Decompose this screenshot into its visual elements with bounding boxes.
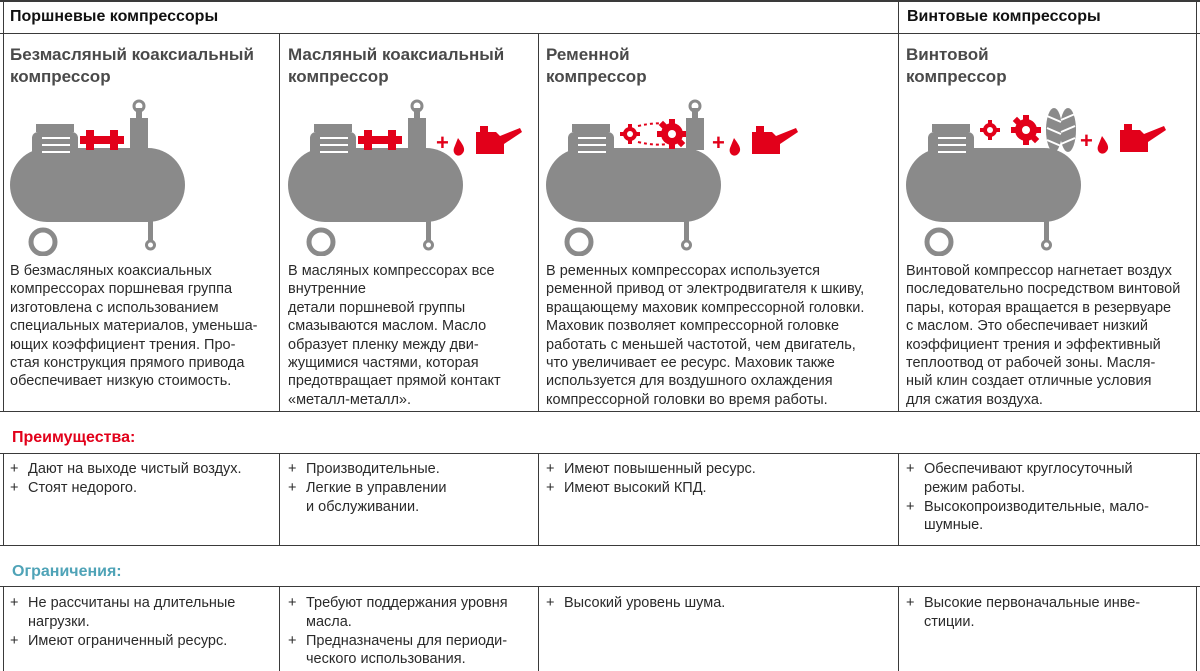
list-item (10, 479, 276, 498)
plus-bullet: + (288, 595, 297, 611)
list-item (906, 594, 1192, 632)
list-item-text: Имеют высокий КПД. (564, 479, 707, 496)
adv-table-bottom (0, 545, 1200, 546)
plus-bullet: + (288, 479, 297, 496)
plus-bullet: + (546, 595, 555, 611)
limitations-list-screw (906, 594, 1192, 632)
column-title-oil-coaxial: Масляный коаксиальный компрессор (288, 45, 505, 86)
col-divider-3-top (898, 0, 899, 412)
list-item (546, 479, 892, 498)
plus-bullet: + (906, 498, 915, 515)
list-item (288, 460, 534, 479)
list-item (546, 594, 892, 613)
limitations-list-oil-coaxial (288, 594, 534, 669)
list-item-text: Не рассчитаны на длительные нагрузки. (28, 595, 236, 630)
adv-col-divider-3 (898, 453, 899, 546)
plus-bullet: + (288, 632, 297, 649)
lim-col-divider-2 (538, 586, 539, 671)
top-border (0, 0, 1200, 2)
list-item (546, 460, 892, 479)
column-title-screw: Винтовой компрессор (906, 45, 1007, 86)
list-item-text: Имеют повышенный ресурс. (564, 461, 756, 477)
adv-col-divider-2 (538, 453, 539, 546)
advantages-heading: Преимущества: (12, 429, 136, 446)
list-item-text: Предназначены для периоди- ческого использования. (306, 632, 508, 668)
plus-bullet: + (10, 479, 19, 496)
list-item-text: Производительные. (306, 461, 440, 477)
list-item (10, 460, 276, 479)
description-belt: В ременных компрессорах используется ременной привод от электродвигателя к шкиву, вращающему маховик компрессорной головки. Маховик позволяет компрессорной головке работать с меньшей частотой, чем двигатель, что увеличивает ее ресурс. Маховик также используется для воздушного охлаждения компрессорной головки во время работы. (546, 263, 865, 408)
list-item-text: Высокие первоначальные инве- стиции. (924, 595, 1141, 630)
screw-pair-icon (1046, 108, 1076, 152)
group-title-screw: Винтовые компрессоры (907, 8, 1101, 25)
belt-compressor-illustration (546, 96, 806, 256)
lim-left-border (3, 586, 4, 671)
oil-coaxial-compressor-illustration (288, 96, 528, 256)
advantages-list-oil-coaxial (288, 460, 534, 516)
lim-col-divider-1 (279, 586, 280, 671)
list-item-text: Стоят недорого. (28, 479, 138, 496)
list-item-text: Высокопроизводительные, мало- шумные. (924, 498, 1149, 534)
plus-bullet: + (10, 595, 19, 611)
left-border-top (3, 0, 4, 412)
limitations-list-oilfree-coaxial (10, 594, 276, 650)
group-title-piston: Поршневые компрессоры (10, 8, 219, 25)
list-item-text: Высокий уровень шума. (564, 595, 726, 611)
plus-bullet: + (906, 461, 915, 477)
list-item (288, 632, 534, 670)
plus-bullet: + (288, 461, 297, 477)
oilfree-coaxial-compressor-illustration (10, 96, 195, 256)
adv-right-border (1196, 453, 1197, 546)
list-item (288, 594, 534, 632)
col-divider-2-top (538, 34, 539, 412)
lim-table-top (0, 586, 1200, 587)
list-item-text: Имеют ограниченный ресурс. (28, 632, 228, 649)
plus-bullet: + (10, 632, 19, 649)
column-title-belt: Ременной компрессор (546, 45, 647, 86)
list-item (906, 460, 1192, 498)
list-item (10, 632, 276, 651)
list-item (10, 594, 276, 632)
list-item-text: Обеспечивают круглосуточный режим работы. (924, 461, 1133, 496)
screw-compressor-illustration (906, 96, 1191, 256)
description-oilfree-coaxial: В безмасляных коаксиальных компрессорах поршневая группа изготовлена с использованием специальных материалов, уменьша- ющих коэффициент трения. Про- стая конструкция прямого привода обеспечивает низкую стоимость. (10, 263, 258, 390)
group-header-divider (0, 33, 1200, 34)
plus-bullet: + (546, 461, 555, 477)
advantages-list-belt (546, 460, 892, 498)
adv-col-divider-1 (279, 453, 280, 546)
column-title-oilfree-coaxial: Безмасляный коаксиальный компрессор (10, 45, 254, 86)
description-oil-coaxial: В масляных компрессорах все внутренние детали поршневой группы смазываются маслом. Масло образует пленку между дви- жущимися частями, которая предотвращает прямой контакт «металл-металл». (288, 263, 501, 408)
description-screw: Винтовой компрессор нагнетает воздух последовательно посредством винтовой пары, которая вращается в резервуаре с маслом. Это обеспечивает низкий коэффициент трения и эффективный теплоотвод от рабочей зоны. Масля- ный клин создает отличные условия для сжатия воздуха. (906, 263, 1181, 408)
limitations-heading: Ограничения: (12, 563, 122, 580)
plus-bullet: + (906, 595, 915, 611)
list-item (906, 498, 1192, 536)
list-item-text: Требуют поддержания уровня масла. (306, 595, 508, 630)
top-table-bottom (0, 411, 1200, 412)
limitations-list-belt (546, 594, 892, 613)
lim-col-divider-3 (898, 586, 899, 671)
advantages-list-screw (906, 460, 1192, 535)
lim-right-border (1196, 586, 1197, 671)
advantages-list-oilfree-coaxial (10, 460, 276, 498)
col-divider-1-top (279, 34, 280, 412)
right-border-top (1196, 0, 1197, 412)
plus-bullet: + (10, 461, 19, 477)
plus-bullet: + (546, 479, 555, 496)
adv-table-top (0, 453, 1200, 454)
list-item (288, 479, 534, 517)
list-item-text: Дают на выходе чистый воздух. (28, 461, 242, 477)
adv-left-border (3, 453, 4, 546)
list-item-text: Легкие в управлении и обслуживании. (306, 479, 447, 515)
